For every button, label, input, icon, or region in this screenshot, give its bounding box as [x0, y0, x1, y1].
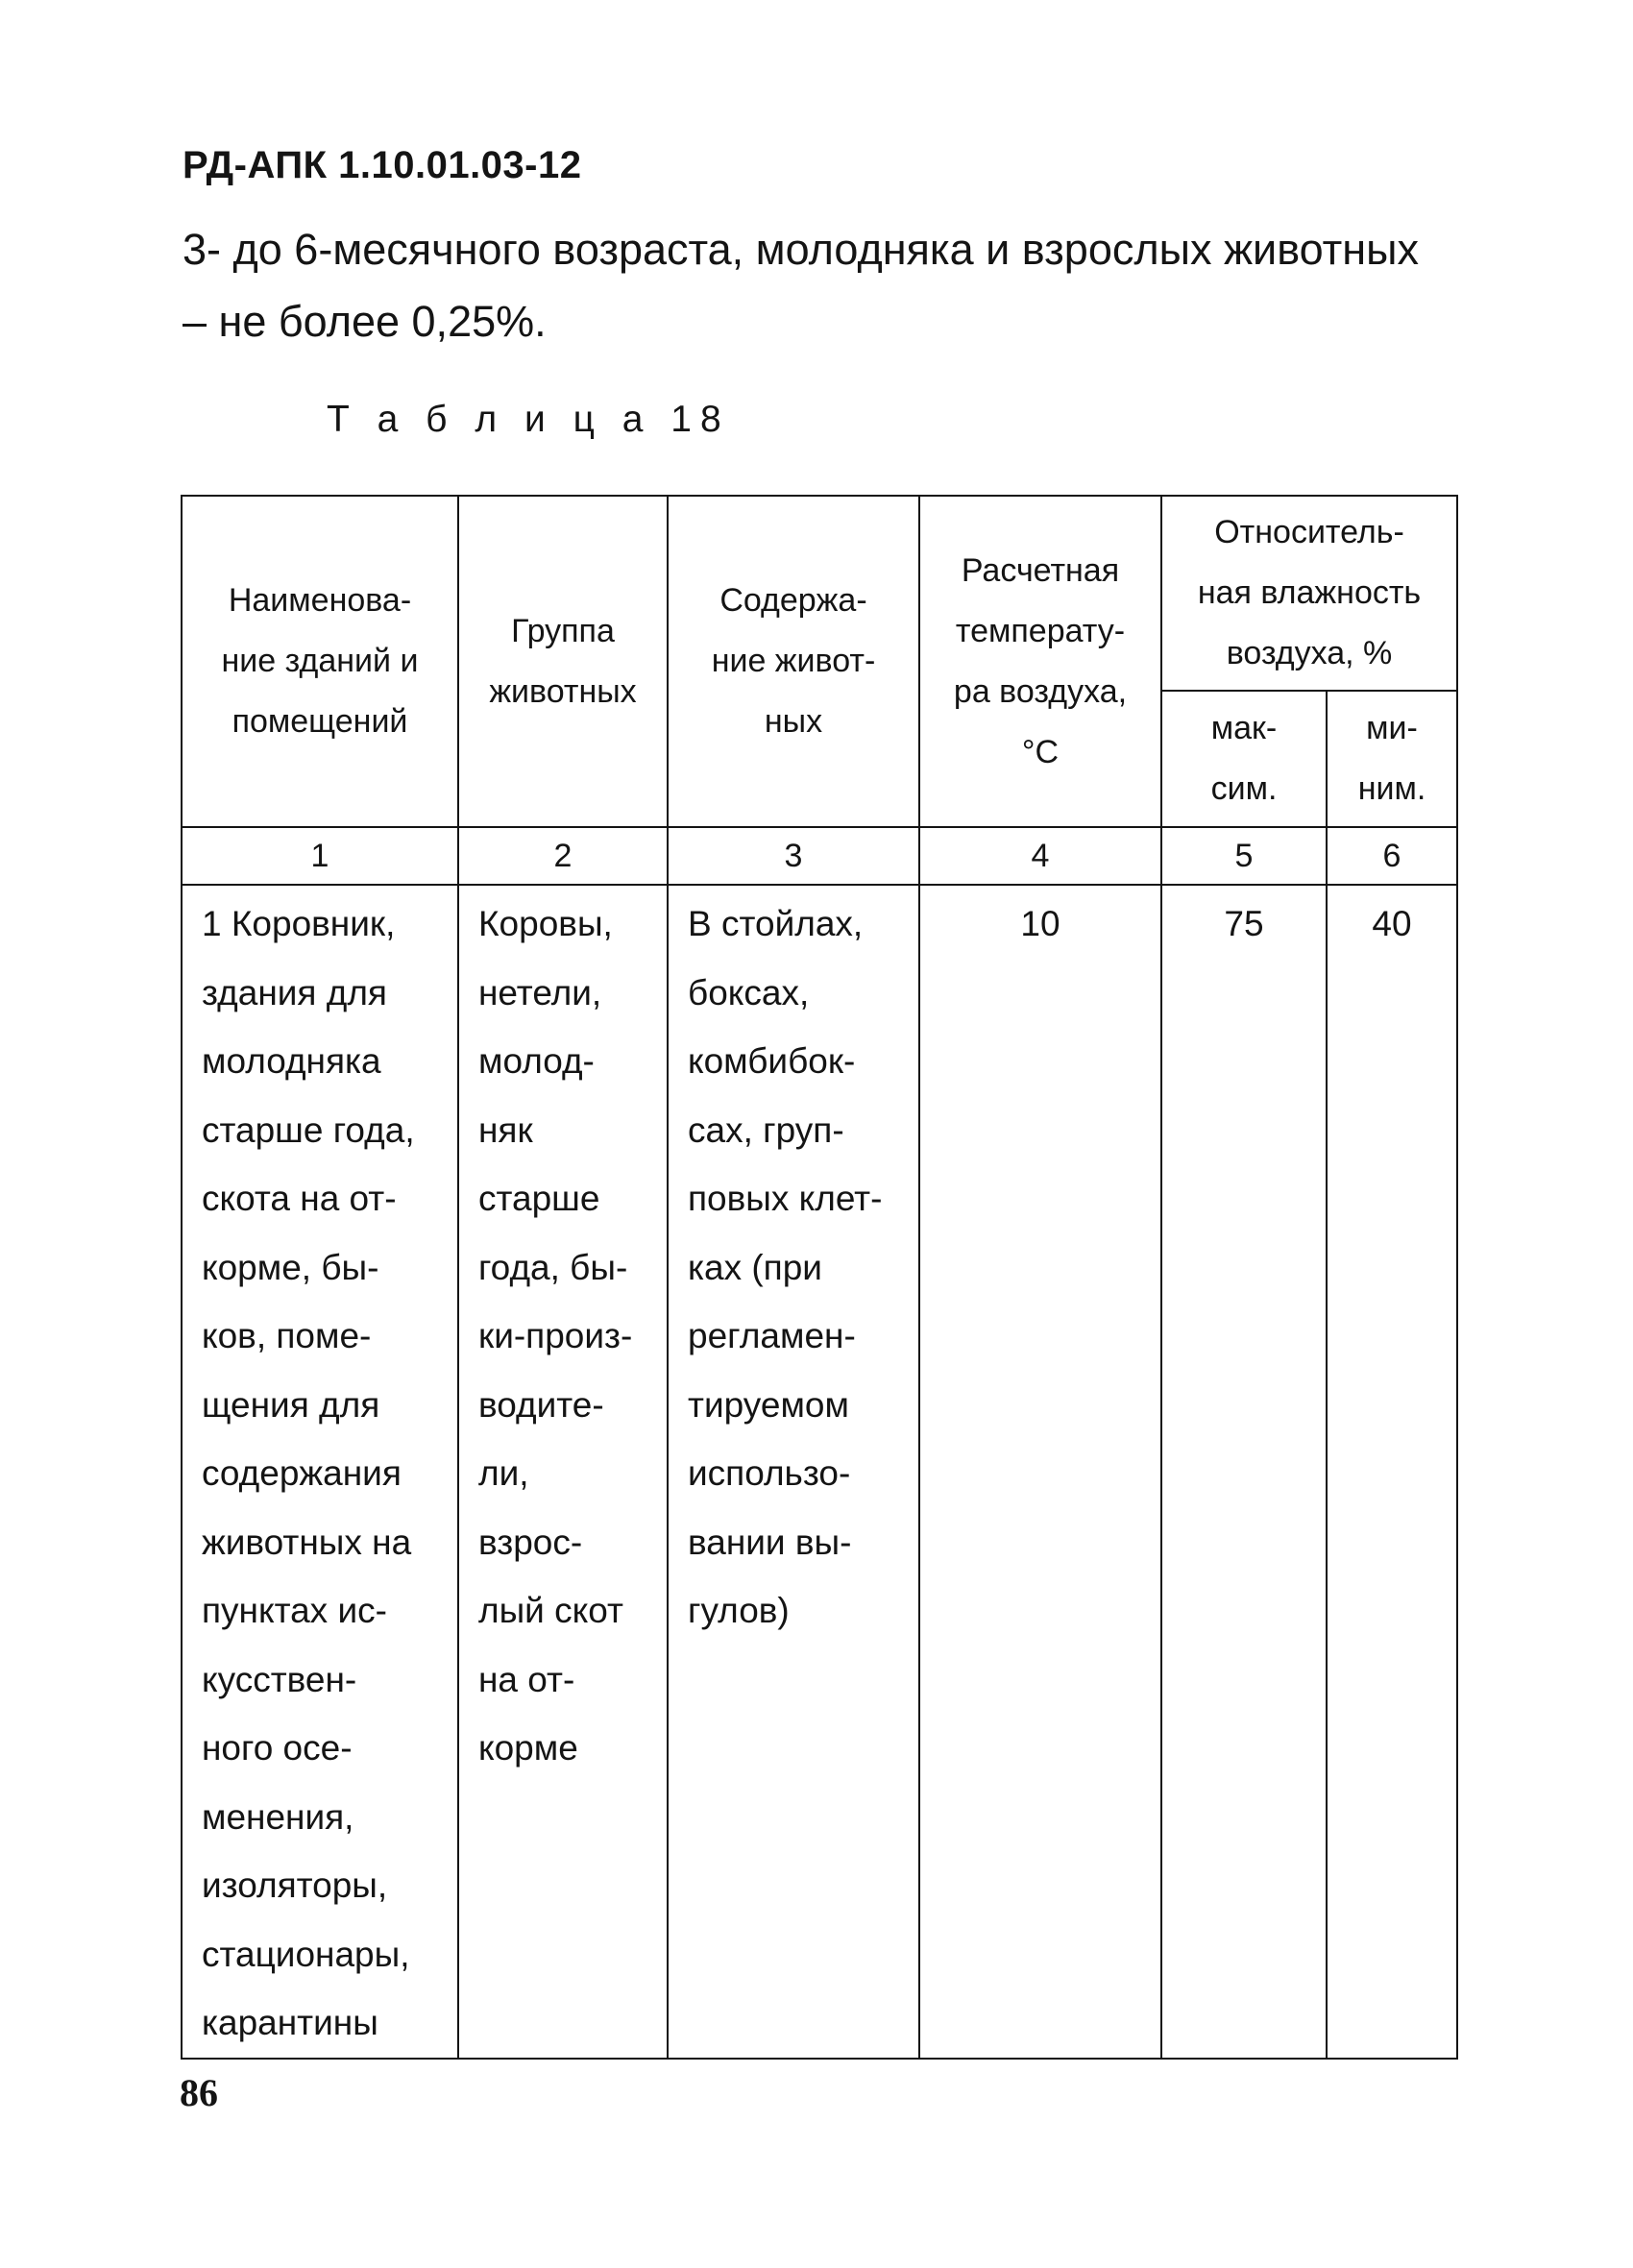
header-humidity-max: мак- сим.: [1161, 691, 1327, 827]
header-temperature: Расчетная температу- ра воздуха, °С: [919, 496, 1161, 827]
column-number: 5: [1161, 827, 1327, 885]
intro-line-1: 3- до 6-месячного возраста, молодняка и взрослых животных: [183, 225, 1419, 274]
column-number: 1: [182, 827, 458, 885]
table-caption: Т а б л и ц а 18: [327, 399, 730, 440]
cell-temperature: 10: [919, 885, 1161, 2059]
header-animal-group: Группа животных: [458, 496, 668, 827]
cell-building: 1 Коровник, здания для молодняка старше года, скота на от- корме, бы- ков, поме- щения для содержания животных на пунктах ис- кусствен- ного осе- менения, изоляторы, стационары, карантины: [182, 885, 458, 2059]
column-number: 6: [1327, 827, 1457, 885]
column-number: 3: [668, 827, 919, 885]
column-number: 2: [458, 827, 668, 885]
cell-animal-group: Коровы, нетели, молод- няк старше года, бы- ки-произ- водите- ли, взрос- лый скот на от- корме: [458, 885, 668, 2059]
table-row: [182, 885, 1457, 2059]
column-number: 4: [919, 827, 1161, 885]
cell-humidity-max: 75: [1161, 885, 1327, 2059]
header-building: Наименова- ние зданий и помещений: [182, 496, 458, 827]
header-humidity: Относитель- ная влажность воздуха, %: [1161, 496, 1457, 691]
cell-housing: В стойлах, боксах, комбибок- сах, груп- повых клет- ках (при регламен- тируемом использо- вании вы- гулов): [668, 885, 919, 2059]
header-housing: Содержа- ние живот- ных: [668, 496, 919, 827]
intro-paragraph: [183, 213, 1489, 357]
document-code: РД-АПК 1.10.01.03-12: [183, 144, 582, 186]
climate-norms-table: [181, 495, 1458, 2060]
page-number: 86: [180, 2071, 218, 2114]
header-humidity-min: ми- ним.: [1327, 691, 1457, 827]
cell-humidity-min: 40: [1327, 885, 1457, 2059]
column-number-row: [182, 827, 1457, 885]
header-row: [182, 496, 1457, 691]
intro-line-2: – не более 0,25%.: [183, 297, 547, 346]
